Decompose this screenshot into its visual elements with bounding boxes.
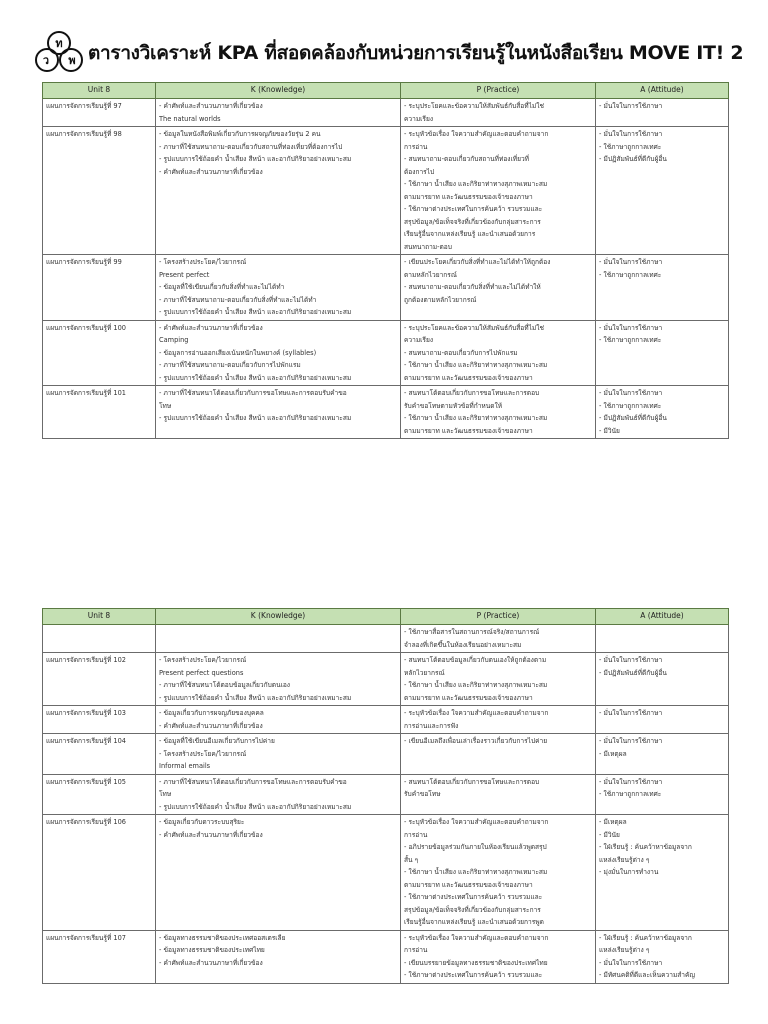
knowledge-line: - ข้อมูลในหนังสือพิมพ์เกี่ยวกับการผจญภัยของวัยรุ่น 2 คน <box>159 130 321 139</box>
attitude-line: - ใช้ภาษาถูกกาลเทศะ <box>599 142 662 151</box>
attitude-cell <box>596 320 729 386</box>
practice-line: - ใช้ภาษา น้ำเสียง และกิริยาท่าทางสุภาพเหมาะสม <box>404 681 548 690</box>
attitude-cell <box>596 386 729 439</box>
practice-line: - ใช้ภาษา น้ำเสียง และกิริยาท่าทางสุภาพเหมาะสม <box>404 868 548 877</box>
header-unit: Unit 8 <box>43 609 156 625</box>
knowledge-cell <box>156 386 401 439</box>
attitude-line: - มุ่งมั่นในการทำงาน <box>599 868 659 877</box>
attitude-cell <box>596 815 729 931</box>
knowledge-line: - ภาษาที่ใช้สนทนาโต้ตอบข้อมูลเกี่ยวกับตนเอง <box>159 681 291 690</box>
practice-line: - ใช้ภาษาต่างประเทศในการค้นคว้า รวบรวมและ <box>404 205 543 214</box>
practice-line: - สนทนาถาม-ตอบเกี่ยวกับสิ่งที่ทำและไม่ได้ทำให้ <box>404 283 541 292</box>
attitude-line: - มีปฏิสัมพันธ์ที่ดีกับผู้อื่น <box>599 668 667 677</box>
knowledge-line: Present perfect <box>159 270 210 279</box>
attitude-cell <box>596 255 729 321</box>
kpa-table-2 <box>42 608 729 984</box>
practice-line: - ใช้ภาษาต่างประเทศในการค้นคว้า รวบรวมและ <box>404 971 543 980</box>
knowledge-line: - รูปแบบการใช้ถ้อยคำ น้ำเสียง สีหน้า และอากัปกิริยาอย่างเหมาะสม <box>159 802 352 811</box>
knowledge-line: - คำศัพท์และสำนวนภาษาที่เกี่ยวข้อง <box>159 958 263 967</box>
header-unit: Unit 8 <box>43 83 156 99</box>
attitude-cell <box>596 706 729 734</box>
logo-letter-right: พ <box>68 54 76 67</box>
plan-cell <box>43 127 156 255</box>
attitude-line: - ใช้ภาษาถูกกาลเทศะ <box>599 270 662 279</box>
practice-line: - เขียนอีเมลถึงเพื่อนเล่าเรื่องราวเกี่ยวกับการไปค่าย <box>404 737 548 746</box>
practice-line: สนทนาถาม-ตอบ <box>404 242 452 251</box>
practice-line: สรุปข้อมูล/ข้อเท็จจริงที่เกี่ยวข้องกับกลุ่มสาระการ <box>404 905 541 914</box>
practice-line: หลักไวยากรณ์ <box>404 668 445 677</box>
practice-line: เรียนรู้อื่นจากแหล่งเรียนรู้ และนำเสนอด้วยการพูด <box>404 918 544 927</box>
table-row <box>43 815 729 931</box>
knowledge-line: - ข้อมูลที่ใช้เขียนอีเมลเกี่ยวกับการไปค่าย <box>159 737 275 746</box>
practice-cell <box>401 774 596 815</box>
practice-line: ตามมารยาท และวัฒนธรรมของเจ้าของภาษา <box>404 426 533 435</box>
attitude-line: - มีเหตุผล <box>599 749 627 758</box>
knowledge-line: - ภาษาที่ใช้สนทนาถาม-ตอบเกี่ยวกับสถานที่ท่องเที่ยวที่ต้องการไป <box>159 142 343 151</box>
header-practice: P (Practice) <box>401 609 596 625</box>
knowledge-cell <box>156 255 401 321</box>
attitude-line: - มีวินัย <box>599 426 620 435</box>
practice-line: - ระบุหัวข้อเรื่อง ใจความสำคัญและตอบคำถามจาก <box>404 709 549 718</box>
table-row <box>43 653 729 706</box>
attitude-line: แหล่งเรียนรู้ต่าง ๆ <box>599 855 650 864</box>
logo-letter-left: ว <box>42 54 50 67</box>
practice-cell <box>401 320 596 386</box>
knowledge-line: โทษ <box>159 401 172 410</box>
plan-line: แผนการจัดการเรียนรู้ที่ 98 <box>46 130 122 139</box>
plan-cell <box>43 930 156 983</box>
attitude-line: - มีเหตุผล <box>599 818 627 827</box>
knowledge-cell <box>156 653 401 706</box>
table-row <box>43 386 729 439</box>
knowledge-cell <box>156 815 401 931</box>
page-title: ตารางวิเคราะห์ KPA ที่สอดคล้องกับหน่วยการเรียนรู้ในหนังสือเรียน MOVE IT! 2 <box>88 42 744 64</box>
attitude-cell <box>596 99 729 127</box>
attitude-line: - มีปฏิสัมพันธ์ที่ดีกับผู้อื่น <box>599 155 667 164</box>
header-attitude: A (Attitude) <box>596 83 729 99</box>
attitude-line: - มั่นใจในการใช้ภาษา <box>599 258 663 267</box>
plan-cell <box>43 320 156 386</box>
attitude-line: - มั่นใจในการใช้ภาษา <box>599 737 663 746</box>
practice-line: การอ่านและการฟัง <box>404 721 459 730</box>
attitude-line: แหล่งเรียนรู้ต่าง ๆ <box>599 946 650 955</box>
practice-line: ตามมารยาท และวัฒนธรรมของเจ้าของภาษา <box>404 880 533 889</box>
knowledge-line: - คำศัพท์และสำนวนภาษาที่เกี่ยวข้อง <box>159 102 263 110</box>
table-row <box>43 706 729 734</box>
practice-line: ตามมารยาท และวัฒนธรรมของเจ้าของภาษา <box>404 693 533 702</box>
practice-line: การอ่าน <box>404 946 428 955</box>
plan-line: แผนการจัดการเรียนรู้ที่ 97 <box>46 102 122 110</box>
attitude-line: - ใฝ่เรียนรู้ : ค้นคว้าหาข้อมูลจาก <box>599 933 692 942</box>
practice-cell <box>401 653 596 706</box>
knowledge-cell <box>156 930 401 983</box>
practice-line: - ใช้ภาษา น้ำเสียง และกิริยาท่าทางสุภาพเหมาะสม <box>404 414 548 423</box>
plan-line: แผนการจัดการเรียนรู้ที่ 103 <box>46 709 126 718</box>
practice-line: ต้องการไป <box>404 167 435 176</box>
practice-cell <box>401 734 596 775</box>
knowledge-cell <box>156 99 401 127</box>
attitude-cell <box>596 625 729 653</box>
attitude-line: - มั่นใจในการใช้ภาษา <box>599 656 663 665</box>
table-row <box>43 99 729 127</box>
plan-line: แผนการจัดการเรียนรู้ที่ 106 <box>46 818 126 827</box>
knowledge-line: Informal emails <box>159 762 211 771</box>
plan-line: แผนการจัดการเรียนรู้ที่ 104 <box>46 737 126 746</box>
knowledge-line: โทษ <box>159 790 172 799</box>
practice-line: - สนทนาโต้ตอบข้อมูลเกี่ยวกับตนเองให้ถูกต้องตาม <box>404 656 547 665</box>
attitude-line: - มั่นใจในการใช้ภาษา <box>599 389 663 398</box>
knowledge-line: - คำศัพท์และสำนวนภาษาที่เกี่ยวข้อง <box>159 323 263 332</box>
practice-line: สรุปข้อมูล/ข้อเท็จจริงที่เกี่ยวข้องกับกลุ่มสาระการ <box>404 217 541 226</box>
practice-line: - อภิปรายข้อมูลร่วมกันภายในห้องเรียนแล้วพูดสรุป <box>404 843 547 852</box>
knowledge-line: - ข้อมูลทางธรรมชาติของประเทศออสเตรเลีย <box>159 933 286 942</box>
table-header-row <box>43 83 729 99</box>
practice-line: - เขียนประโยคเกี่ยวกับสิ่งที่ทำและไม่ได้ทำให้ถูกต้อง <box>404 258 551 267</box>
table-row <box>43 734 729 775</box>
table-row <box>43 774 729 815</box>
practice-line: - ใช้ภาษาต่างประเทศในการค้นคว้า รวบรวมและ <box>404 893 543 902</box>
knowledge-line: - โครงสร้างประโยค/ไวยากรณ์ <box>159 258 247 267</box>
practice-cell <box>401 930 596 983</box>
plan-cell <box>43 386 156 439</box>
practice-line: รับคำขอโทษตามหัวข้อที่กำหนดให้ <box>404 401 503 410</box>
practice-line: การอ่าน <box>404 830 428 839</box>
table-row <box>43 930 729 983</box>
attitude-cell <box>596 653 729 706</box>
attitude-line: - ใช้ภาษาถูกกาลเทศะ <box>599 336 662 345</box>
knowledge-line: - โครงสร้างประโยค/ไวยากรณ์ <box>159 656 247 665</box>
practice-line: ความเรียง <box>404 114 434 123</box>
attitude-line: - มั่นใจในการใช้ภาษา <box>599 130 663 139</box>
knowledge-line: - คำศัพท์และสำนวนภาษาที่เกี่ยวข้อง <box>159 721 263 730</box>
plan-cell <box>43 815 156 931</box>
knowledge-line: The natural worlds <box>159 114 221 123</box>
attitude-line: - มั่นใจในการใช้ภาษา <box>599 323 663 332</box>
practice-line: - สนทนาโต้ตอบเกี่ยวกับการขอโทษและการตอบ <box>404 389 540 398</box>
plan-cell <box>43 625 156 653</box>
practice-line: รับคำขอโทษ <box>404 790 441 799</box>
practice-line: ตามหลักไวยากรณ์ <box>404 270 457 279</box>
attitude-line: - ใฝ่เรียนรู้ : ค้นคว้าหาข้อมูลจาก <box>599 843 692 852</box>
knowledge-line: - คำศัพท์และสำนวนภาษาที่เกี่ยวข้อง <box>159 167 263 176</box>
attitude-line: - มั่นใจในการใช้ภาษา <box>599 102 663 110</box>
knowledge-line: - รูปแบบการใช้ถ้อยคำ น้ำเสียง สีหน้า และอากัปกิริยาอย่างเหมาะสม <box>159 693 352 702</box>
knowledge-cell <box>156 774 401 815</box>
practice-line: สั้น ๆ <box>404 855 419 864</box>
knowledge-line: Present perfect questions <box>159 668 244 677</box>
practice-cell <box>401 706 596 734</box>
practice-line: เรียนรู้อื่นจากแหล่งเรียนรู้ และนำเสนอด้วยการ <box>404 230 536 239</box>
attitude-line: - มีทัศนคติที่ดีและเห็นความสำคัญ <box>599 971 696 980</box>
practice-cell <box>401 625 596 653</box>
knowledge-line: - ข้อมูลที่ใช้เขียนเกี่ยวกับสิ่งที่ทำและไม่ได้ทำ <box>159 283 285 292</box>
table-row <box>43 255 729 321</box>
attitude-line: - มั่นใจในการใช้ภาษา <box>599 777 663 786</box>
practice-line: - ระบุหัวข้อเรื่อง ใจความสำคัญและตอบคำถามจาก <box>404 933 549 942</box>
knowledge-line: - ภาษาที่ใช้สนทนาโต้ตอบเกี่ยวกับการขอโทษและการตอบรับคำขอ <box>159 777 347 786</box>
knowledge-cell <box>156 625 401 653</box>
attitude-line: - ใช้ภาษาถูกกาลเทศะ <box>599 401 662 410</box>
practice-cell <box>401 99 596 127</box>
practice-line: - เขียนบรรยายข้อมูลทางธรรมชาติของประเทศไทย <box>404 958 548 967</box>
practice-cell <box>401 386 596 439</box>
plan-line: แผนการจัดการเรียนรู้ที่ 101 <box>46 389 126 398</box>
knowledge-line: - รูปแบบการใช้ถ้อยคำ น้ำเสียง สีหน้า และอากัปกิริยาอย่างเหมาะสม <box>159 155 352 164</box>
table-row <box>43 625 729 653</box>
practice-line: ตามมารยาท และวัฒนธรรมของเจ้าของภาษา <box>404 192 533 201</box>
knowledge-line: Camping <box>159 336 189 345</box>
practice-line: ถูกต้องตามหลักไวยากรณ์ <box>404 295 477 304</box>
attitude-line: - มีวินัย <box>599 830 620 839</box>
practice-cell <box>401 815 596 931</box>
practice-line: - ระบุหัวข้อเรื่อง ใจความสำคัญและตอบคำถามจาก <box>404 130 549 139</box>
kpa-table-1 <box>42 82 729 439</box>
table-row <box>43 320 729 386</box>
plan-line: แผนการจัดการเรียนรู้ที่ 102 <box>46 656 126 665</box>
knowledge-line: - ข้อมูลทางธรรมชาติของประเทศไทย <box>159 946 265 955</box>
knowledge-cell <box>156 706 401 734</box>
knowledge-line: - ภาษาที่ใช้สนทนาถาม-ตอบเกี่ยวกับการไปพักแรม <box>159 361 301 370</box>
practice-line: - สนทนาโต้ตอบเกี่ยวกับการขอโทษและการตอบ <box>404 777 540 786</box>
header-knowledge: K (Knowledge) <box>156 609 401 625</box>
attitude-cell <box>596 774 729 815</box>
plan-cell <box>43 706 156 734</box>
header-practice: P (Practice) <box>401 83 596 99</box>
knowledge-cell <box>156 127 401 255</box>
attitude-line: - มีปฏิสัมพันธ์ที่ดีกับผู้อื่น <box>599 414 667 423</box>
practice-cell <box>401 127 596 255</box>
attitude-line: - มั่นใจในการใช้ภาษา <box>599 958 663 967</box>
plan-cell <box>43 99 156 127</box>
plan-line: แผนการจัดการเรียนรู้ที่ 99 <box>46 258 122 267</box>
practice-line: - สนทนาถาม-ตอบเกี่ยวกับการไปพักแรม <box>404 348 518 357</box>
practice-line: - ใช้ภาษา น้ำเสียง และกิริยาท่าทางสุภาพเหมาะสม <box>404 361 548 370</box>
plan-cell <box>43 255 156 321</box>
practice-line: ตามมารยาท และวัฒนธรรมของเจ้าของภาษา <box>404 373 533 382</box>
plan-cell <box>43 653 156 706</box>
practice-line: - ใช้ภาษา น้ำเสียง และกิริยาท่าทางสุภาพเหมาะสม <box>404 180 548 189</box>
knowledge-line: - รูปแบบการใช้ถ้อยคำ น้ำเสียง สีหน้า และอากัปกิริยาอย่างเหมาะสม <box>159 308 352 317</box>
practice-line: ความเรียง <box>404 336 434 345</box>
table-header-row <box>43 609 729 625</box>
plan-line: แผนการจัดการเรียนรู้ที่ 100 <box>46 323 126 332</box>
logo-letter-top: ท <box>55 37 63 50</box>
knowledge-line: - ภาษาที่ใช้สนทนาโต้ตอบเกี่ยวกับการขอโทษและการตอบรับคำขอ <box>159 389 347 398</box>
knowledge-cell <box>156 734 401 775</box>
plan-line: แผนการจัดการเรียนรู้ที่ 105 <box>46 777 126 786</box>
attitude-line: - ใช้ภาษาถูกกาลเทศะ <box>599 790 662 799</box>
knowledge-line: - ข้อมูลเกี่ยวกับการผจญภัยของบุคคล <box>159 709 264 718</box>
attitude-cell <box>596 930 729 983</box>
header-knowledge: K (Knowledge) <box>156 83 401 99</box>
plan-cell <box>43 774 156 815</box>
header-attitude: A (Attitude) <box>596 609 729 625</box>
knowledge-line: - ข้อมูลการอ่านออกเสียงเน้นหนักในพยางค์ (syllables) <box>159 348 317 357</box>
attitude-cell <box>596 127 729 255</box>
practice-line: - ระบุประโยคและข้อความให้สัมพันธ์กับสื่อที่ไม่ใช่ <box>404 323 544 332</box>
knowledge-line: - โครงสร้างประโยค/ไวยากรณ์ <box>159 749 247 758</box>
plan-line: แผนการจัดการเรียนรู้ที่ 107 <box>46 933 126 942</box>
practice-line: - ใช้ภาษาสื่อสารในสถานการณ์จริง/สถานการณ์ <box>404 628 540 636</box>
plan-cell <box>43 734 156 775</box>
practice-line: การอ่าน <box>404 142 428 151</box>
attitude-cell <box>596 734 729 775</box>
knowledge-line: - ข้อมูลเกี่ยวกับดาวระบบสุริยะ <box>159 818 245 827</box>
knowledge-line: - คำศัพท์และสำนวนภาษาที่เกี่ยวข้อง <box>159 830 263 839</box>
page-header <box>0 0 768 82</box>
table-row <box>43 127 729 255</box>
practice-line: - ระบุหัวข้อเรื่อง ใจความสำคัญและตอบคำถามจาก <box>404 818 549 827</box>
knowledge-line: - รูปแบบการใช้ถ้อยคำ น้ำเสียง สีหน้า และอากัปกิริยาอย่างเหมาะสม <box>159 414 352 423</box>
knowledge-line: - ภาษาที่ใช้สนทนาถาม-ตอบเกี่ยวกับสิ่งที่ทำและไม่ได้ทำ <box>159 295 317 304</box>
practice-cell <box>401 255 596 321</box>
knowledge-cell <box>156 320 401 386</box>
attitude-line: - มั่นใจในการใช้ภาษา <box>599 709 663 718</box>
practice-line: - สนทนาถาม-ตอบเกี่ยวกับสถานที่ท่องเที่ยวที่ <box>404 155 530 164</box>
knowledge-line: - รูปแบบการใช้ถ้อยคำ น้ำเสียง สีหน้า และอากัปกิริยาอย่างเหมาะสม <box>159 373 352 382</box>
practice-line: จำลองที่เกิดขึ้นในห้องเรียนอย่างเหมาะสม <box>404 640 522 649</box>
logo-icon <box>34 30 84 74</box>
practice-line: - ระบุประโยคและข้อความให้สัมพันธ์กับสื่อที่ไม่ใช่ <box>404 102 544 110</box>
